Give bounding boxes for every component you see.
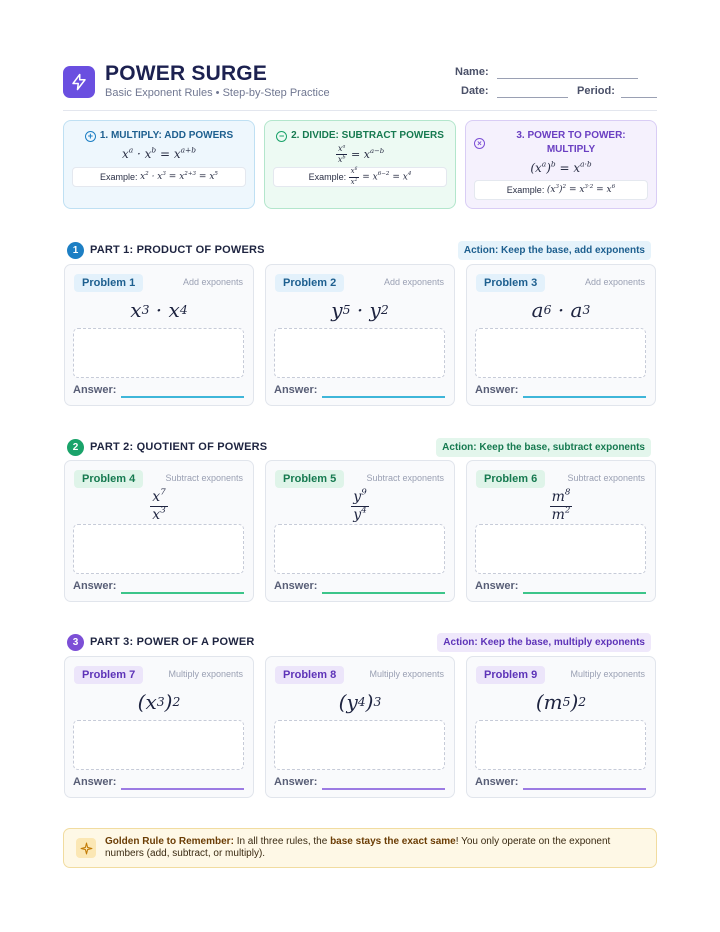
page-title: POWER SURGE — [105, 62, 268, 85]
problem-card — [265, 656, 455, 798]
sparkle-icon — [76, 838, 96, 858]
date-label: Date: — [461, 85, 489, 97]
rule-card-multiply — [63, 120, 255, 209]
answer-line[interactable] — [322, 396, 445, 398]
problem-label: Problem 1 — [74, 274, 143, 292]
work-area[interactable] — [274, 720, 445, 770]
problem-label: Problem 3 — [476, 274, 545, 292]
answer-label: Answer: — [274, 580, 318, 592]
work-area[interactable] — [274, 524, 445, 574]
problem-label: Problem 2 — [275, 274, 344, 292]
problem-hint: Subtract exponents — [567, 473, 645, 483]
problem-label: Problem 9 — [476, 666, 545, 684]
answer-line[interactable] — [523, 396, 646, 398]
problem-card — [265, 460, 455, 602]
section-title: PART 3: POWER OF A POWER — [90, 636, 255, 648]
problem-label: Problem 7 — [74, 666, 143, 684]
problem-card — [265, 264, 455, 406]
section-number-badge: 3 — [67, 634, 84, 651]
problem-card — [64, 460, 254, 602]
problem-card — [466, 656, 656, 798]
rule-formula: $(x^a)^b = x^{a\cdot b}$ — [530, 159, 592, 175]
answer-line[interactable] — [121, 396, 244, 398]
answer-line[interactable] — [121, 592, 244, 594]
problem-hint: Subtract exponents — [366, 473, 444, 483]
answer-label: Answer: — [475, 384, 519, 396]
section-header-part1 — [67, 241, 657, 261]
rule-title: 3. POWER TO POWER: MULTIPLY — [516, 130, 626, 155]
problem-hint: Subtract exponents — [165, 473, 243, 483]
rule-example: Example: $\frac{x^6}{x^2}$ = $x^{6-2} = x^4$ — [273, 167, 447, 187]
problem-expression: (m 5 ) 2 — [535, 690, 587, 714]
problem-expression: $\frac{m^8}{m^2}$ — [551, 487, 571, 523]
name-label: Name: — [455, 66, 489, 78]
problem-expression: (y 4 ) 3 — [338, 690, 382, 714]
rule-title: 2. DIVIDE: SUBTRACT POWERS — [291, 130, 444, 141]
work-area[interactable] — [475, 328, 646, 378]
header-divider — [63, 110, 657, 111]
work-area[interactable] — [73, 524, 244, 574]
section-action-badge: Action: Keep the base, subtract exponents — [436, 438, 651, 457]
section-header-part3 — [67, 633, 657, 653]
section-number-badge: 1 — [67, 242, 84, 259]
times-circle-icon: × — [474, 138, 485, 149]
answer-line[interactable] — [322, 788, 445, 790]
problem-hint: Add exponents — [383, 277, 444, 287]
period-field[interactable] — [621, 97, 657, 98]
problem-label: Problem 8 — [275, 666, 344, 684]
rule-formula: $\frac{x^a}{x^b}$ = $x^{a-b}$ — [337, 143, 385, 165]
problem-card — [466, 264, 656, 406]
answer-label: Answer: — [73, 384, 117, 396]
problem-expression: a 6 · a 3 — [531, 298, 591, 322]
answer-label: Answer: — [73, 580, 117, 592]
answer-line[interactable] — [523, 592, 646, 594]
rule-card-divide — [264, 120, 456, 209]
problem-expression: $\frac{y^9}{y^4}$ — [353, 487, 367, 523]
answer-label: Answer: — [73, 776, 117, 788]
problem-hint: Add exponents — [584, 277, 645, 287]
section-title: PART 2: QUOTIENT OF POWERS — [90, 441, 268, 453]
period-label: Period: — [577, 85, 615, 97]
problem-expression: x 3 · x 4 — [130, 298, 188, 322]
problem-label: Problem 5 — [275, 470, 344, 488]
date-field[interactable] — [497, 97, 568, 98]
work-area[interactable] — [73, 328, 244, 378]
answer-label: Answer: — [274, 776, 318, 788]
problem-card — [64, 656, 254, 798]
answer-line[interactable] — [322, 592, 445, 594]
problem-hint: Multiply exponents — [168, 669, 243, 679]
answer-label: Answer: — [475, 580, 519, 592]
answer-line[interactable] — [121, 788, 244, 790]
problem-card — [466, 460, 656, 602]
problem-hint: Multiply exponents — [369, 669, 444, 679]
plus-circle-icon: + — [85, 131, 96, 142]
minus-circle-icon: − — [276, 131, 287, 142]
work-area[interactable] — [475, 720, 646, 770]
section-action-badge: Action: Keep the base, multiply exponents — [437, 633, 651, 652]
rule-formula: $x^a \cdot x^b = x^{a+b}$ — [121, 145, 197, 161]
worksheet-header — [63, 62, 657, 112]
work-area[interactable] — [475, 524, 646, 574]
problem-card — [64, 264, 254, 406]
rule-card-power — [465, 120, 657, 209]
answer-label: Answer: — [274, 384, 318, 396]
golden-rule-label: Golden Rule to Remember: — [105, 836, 234, 847]
rule-example: Example: $x^2 \cdot x^3 = x^{2+3} = x^5$ — [72, 167, 246, 187]
problem-hint: Add exponents — [182, 277, 243, 287]
golden-rule-text: Golden Rule to Remember: In all three rules, the base stays the exact same! You only operate on the exponent numbers (add, subtract, or multiply). — [105, 836, 611, 859]
problem-expression: $\frac{x^7}{x^3}$ — [152, 487, 166, 523]
rule-example: Example: $(x^3)^2 = x^{3\cdot 2} = x^6$ — [474, 180, 648, 200]
section-action-badge: Action: Keep the base, add exponents — [458, 241, 651, 260]
lightning-bolt-icon — [63, 66, 95, 98]
problem-hint: Multiply exponents — [570, 669, 645, 679]
answer-label: Answer: — [475, 776, 519, 788]
work-area[interactable] — [73, 720, 244, 770]
section-title: PART 1: PRODUCT OF POWERS — [90, 244, 265, 256]
rule-title: 1. MULTIPLY: ADD POWERS — [99, 130, 234, 141]
problem-label: Problem 6 — [476, 470, 545, 488]
problem-expression: (x 3 ) 2 — [137, 690, 181, 714]
answer-line[interactable] — [523, 788, 646, 790]
section-number-badge: 2 — [67, 439, 84, 456]
section-header-part2 — [67, 438, 657, 458]
problem-label: Problem 4 — [74, 470, 143, 488]
golden-rule-callout — [63, 828, 657, 868]
work-area[interactable] — [274, 328, 445, 378]
golden-rule-emphasis: base stays the exact same — [330, 836, 456, 847]
page-subtitle: Basic Exponent Rules • Step-by-Step Practice — [105, 87, 330, 99]
problem-expression: y 5 · y 2 — [331, 298, 389, 322]
name-field[interactable] — [497, 78, 638, 79]
